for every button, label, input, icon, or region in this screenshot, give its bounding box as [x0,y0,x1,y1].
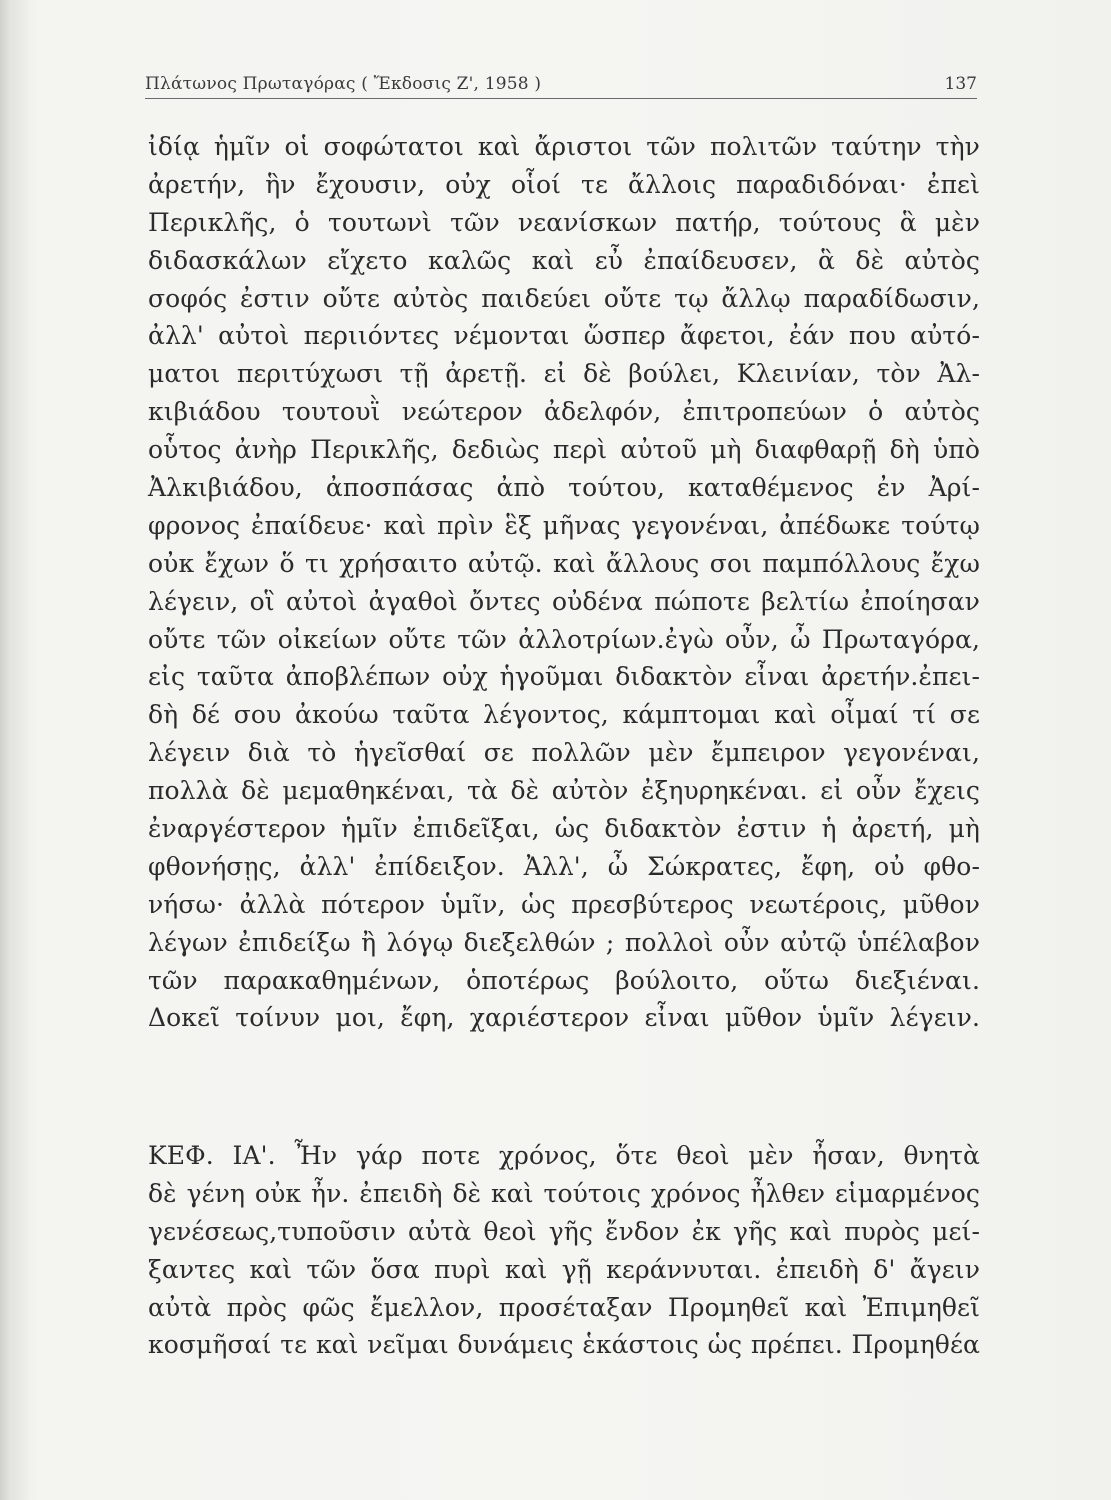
text-line: σοφός ἐστιν οὔτε αὐτὸς παιδεύει οὔτε τῳ ἄλλῳ παραδίδωσιν, [148,283,980,313]
text-line: διδασκάλων εἴχετο καλῶς καὶ εὖ ἐπαίδευσεν, ἃ δὲ αὐτὸς [148,245,980,275]
chapter-heading-line: ΚΕΦ. ΙΑ'. Ἦν γάρ ποτε χρόνος, ὅτε θεοὶ μὲν ἦσαν, θνητὰ [148,1141,980,1170]
text-line: δὲ γένη οὐκ ἦν. ἐπειδὴ δὲ καὶ τούτοις χρόνος ἦλθεν εἱμαρμένος [148,1178,980,1208]
text-line: πολλὰ δὲ μεμαθηκέναι, τὰ δὲ αὐτὸν ἐξηυρηκέναι. εἰ οὖν ἔχεις [148,776,980,806]
header-rule [145,98,977,99]
running-header [145,72,977,100]
text-line: λέγειν, οἳ αὐτοὶ ἀγαθοὶ ὄντες οὐδένα πώποτε βελτίω ἐποίησαν [148,586,980,616]
text-line: Ἀλκιβιάδου, ἀποσπάσας ἀπὸ τούτου, καταθέμενος ἐν Ἀρί- [148,473,980,503]
text-line: εἰς ταῦτα ἀποβλέπων οὐχ ἡγοῦμαι διδακτὸν εἶναι ἀρετήν.ἐπει- [148,662,980,692]
paragraph-2 [148,1137,980,1364]
page-number: 137 [944,74,977,94]
text-line: φρονος ἐπαίδευε· καὶ πρὶν ἓξ μῆνας γεγονέναι, ἀπέδωκε τούτῳ [148,510,980,540]
text-line: κοσμῆσαί τε καὶ νεῖμαι δυνάμεις ἑκάστοις ὡς πρέπει. Προμηθέα [148,1330,980,1360]
text-line: τῶν παρακαθημένων, ὁποτέρως βούλοιτο, οὕτω διεξιέναι. [148,965,980,995]
text-line: λέγων ἐπιδείξω ἢ λόγῳ διεξελθών ; πολλοὶ οὖν αὐτῷ ὑπέλαβον [148,927,980,957]
text-line: Δοκεῖ τοίνυν μοι, ἔφη, χαριέστερον εἶναι μῦθον ὑμῖν λέγειν. [148,1003,980,1033]
page-edge-shadow [0,0,30,1500]
text-line: λέγειν διὰ τὸ ἡγεῖσθαί σε πολλῶν μὲν ἔμπειρον γεγονέναι, [148,738,980,768]
text-line: ματοι περιτύχωσι τῇ ἀρετῇ. εἰ δὲ βούλει, Κλεινίαν, τὸν Ἀλ- [148,359,980,389]
text-line: ἰδίᾳ ἡμῖν οἱ σοφώτατοι καὶ ἄριστοι τῶν πολιτῶν ταύτην τὴν [148,132,980,161]
text-line: κιβιάδου τουτουῒ νεώτερον ἀδελφόν, ἐπιτροπεύων ὁ αὐτὸς [148,397,980,427]
paragraph-1 [148,128,980,1037]
text-line: ἀρετήν, ἣν ἔχουσιν, οὐχ οἷοί τε ἄλλοις παραδιδόναι· ἐπεὶ [148,169,980,199]
text-line: ἐναργέστερον ἡμῖν ἐπιδεῖξαι, ὡς διδακτὸν ἐστιν ἡ ἀρετή, μὴ [148,814,980,844]
text-line: φθονήσῃς, ἀλλ' ἐπίδειξον. Ἀλλ', ὦ Σώκρατες, ἔφη, οὐ φθο- [148,851,980,881]
text-line: ἀλλ' αὐτοὶ περιιόντες νέμονται ὥσπερ ἄφετοι, ἐάν που αὐτό- [148,321,980,351]
text-line: γενέσεως,τυποῦσιν αὐτὰ θεοὶ γῆς ἔνδον ἐκ γῆς καὶ πυρὸς μεί- [148,1216,980,1246]
text-line: νήσω· ἀλλὰ πότερον ὑμῖν, ὡς πρεσβύτερος νεωτέροις, μῦθον [148,889,980,919]
text-line: οὐκ ἔχων ὅ τι χρήσαιτο αὐτῷ. καὶ ἄλλους σοι παμπόλλους ἔχω [148,548,980,578]
text-line: δὴ δέ σου ἀκούω ταῦτα λέγοντος, κάμπτομαι καὶ οἶμαί τί σε [148,700,980,730]
text-line: αὐτὰ πρὸς φῶς ἔμελλον, προσέταξαν Προμηθεῖ καὶ Ἐπιμηθεῖ [148,1292,980,1322]
text-line: οὔτε τῶν οἰκείων οὔτε τῶν ἀλλοτρίων.ἐγὼ οὖν, ὦ Πρωταγόρα, [148,624,980,654]
text-line: ξαντες καὶ τῶν ὅσα πυρὶ καὶ γῇ κεράννυται. ἐπειδὴ δ' ἄγειν [148,1254,980,1284]
text-line: οὗτος ἀνὴρ Περικλῆς, δεδιὼς περὶ αὐτοῦ μὴ διαφθαρῇ δὴ ὑπὸ [148,435,980,465]
text-line: Περικλῆς, ὁ τουτωνὶ τῶν νεανίσκων πατήρ, τούτους ἃ μὲν [148,207,980,237]
header-title: Πλάτωνος Πρωταγόρας ( Ἔκδοσις Ζ', 1958 ) [145,74,542,94]
